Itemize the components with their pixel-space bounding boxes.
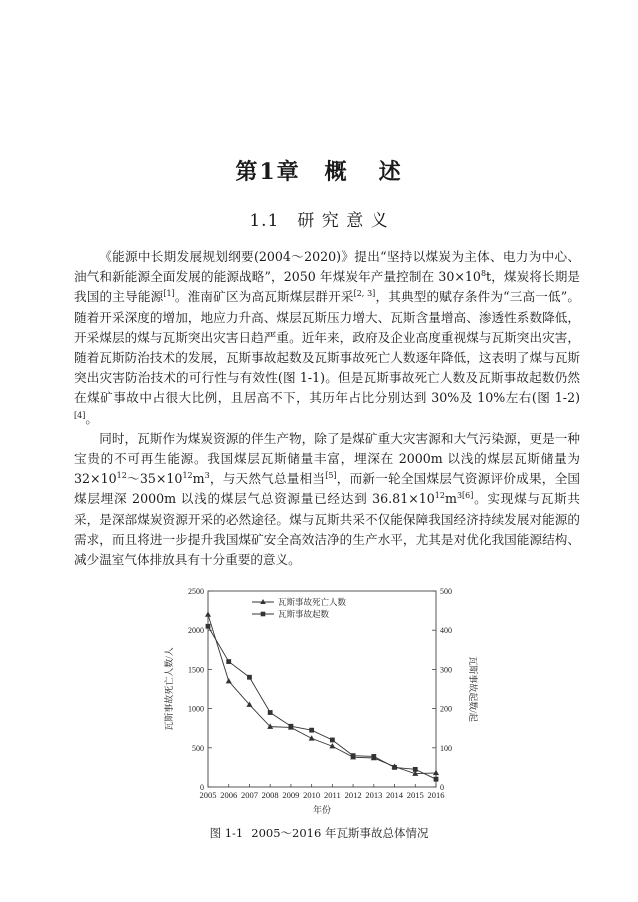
superscript: 12 xyxy=(434,491,445,501)
chapter-title xyxy=(0,155,638,186)
body-text xyxy=(74,247,580,570)
x-tick-label: 2014 xyxy=(386,790,404,800)
y-right-tick-label: 500 xyxy=(440,587,452,596)
x-tick-label: 2013 xyxy=(365,790,383,800)
y-left-tick-label: 0 xyxy=(200,783,204,792)
section-title xyxy=(0,206,638,231)
text-run: ，与天然气总量相当 xyxy=(209,471,326,487)
data-point-accidents xyxy=(392,765,397,770)
figure-1-1-chart xyxy=(150,582,480,822)
data-point-accidents xyxy=(226,659,231,664)
x-tick-label: 2008 xyxy=(261,790,279,800)
data-point-accidents xyxy=(206,624,211,629)
x-tick-label: 2006 xyxy=(220,790,238,800)
superscript: 12 xyxy=(116,471,127,481)
figure-number: 图 1-1 xyxy=(209,826,244,840)
data-point-accidents xyxy=(434,777,439,782)
legend-label: 瓦斯事故起数 xyxy=(278,609,330,619)
superscript: 3[6] xyxy=(456,491,474,501)
x-tick-label: 2015 xyxy=(406,790,424,800)
figure-caption-text: 2005～2016 年瓦斯事故总体情况 xyxy=(251,826,429,840)
section-number: 1.1 xyxy=(249,211,280,231)
y-right-tick-label: 400 xyxy=(440,626,452,636)
paragraph xyxy=(74,247,580,429)
superscript: 12 xyxy=(182,471,193,481)
x-tick-label: 2007 xyxy=(240,790,258,800)
data-point-accidents xyxy=(247,675,252,680)
text-run: 《能源中长期发展规划纲要(2004～2020)》提出“坚持以煤炭为主体、电力为中心、油气和新能源全面发展的能源战略”，2050 年煤炭年产量控制在 30×10 xyxy=(74,249,580,285)
text-run: ，其典型的赋存条件为“三高一低”。随着开采深度的增加，地应力升高、煤层瓦斯压力增大、瓦斯含量增高、渗透性系数降低，开采煤层的煤与瓦斯突出灾害日趋严重。近年来，政府及企业高度重视煤与瓦斯突出灾害，随着瓦斯防治技术的发展，瓦斯事故起数及瓦斯事故死亡人数逐年降低，这表明了煤与瓦斯突出灾害防治技术的可行性与有效性(图 1-1)。但是瓦斯事故死亡人数及瓦斯事故起数仍然在煤矿事故中占很大比例，且居高不下，其历年占比分别达到 30%及 10%左右(图 1-2) xyxy=(74,289,580,406)
data-point-accidents xyxy=(351,753,356,758)
text-run: t，煤炭将长期是我国的主导能源 xyxy=(74,269,580,305)
figure-caption xyxy=(0,825,638,841)
x-tick-label: 2010 xyxy=(303,790,321,800)
superscript: 8 xyxy=(480,269,487,279)
text-run: 。实现煤与瓦斯共采，是深部煤炭资源开采的必然途径。煤与瓦斯共采不仅能保障我国经济持续发展对能源的需求，而且将进一步提升我国煤矿安全高效洁净的生产水平，尤其是对优化我国能源结构、减少温室气体排放具有十分重要的意义。 xyxy=(74,491,581,568)
section-heading: 研 究 意 义 xyxy=(297,211,389,231)
superscript: [1] xyxy=(163,289,175,299)
y-right-tick-label: 100 xyxy=(440,743,452,753)
data-point-accidents xyxy=(371,754,376,759)
series-line-accidents xyxy=(208,626,436,779)
data-point-accidents xyxy=(330,738,335,743)
y-left-tick-label: 2000 xyxy=(188,626,204,636)
data-point-accidents xyxy=(309,728,314,733)
superscript: 3 xyxy=(204,471,210,481)
y-left-tick-label: 1500 xyxy=(188,665,204,675)
data-point-deaths xyxy=(226,678,232,683)
text-run: 。淮南矿区为高瓦斯煤层群开采 xyxy=(174,289,354,305)
y-left-tick-label: 1000 xyxy=(188,704,204,714)
x-tick-label: 2009 xyxy=(282,790,300,800)
data-point-deaths xyxy=(309,735,315,740)
x-tick-label: 2011 xyxy=(324,790,341,800)
x-tick-label: 2012 xyxy=(344,790,362,800)
legend-marker-square xyxy=(261,612,266,617)
text-run: ，而新一轮全国煤层气资源评价成果，全国煤层埋深 2000m 以浅的煤层气总资源量已经达到 36.81×10 xyxy=(74,471,581,507)
text-run: ～35×10 xyxy=(126,471,183,487)
data-point-accidents xyxy=(413,767,418,772)
legend-marker-triangle xyxy=(260,599,266,604)
y-left-tick-label: 500 xyxy=(192,743,204,753)
y-right-tick-label: 0 xyxy=(440,783,444,792)
data-point-accidents xyxy=(268,710,273,715)
data-point-deaths xyxy=(433,770,439,775)
paragraph xyxy=(74,429,580,570)
x-tick-label: 2005 xyxy=(199,790,217,800)
text-run: 同时，瓦斯作为煤炭资源的伴生产物，除了是煤矿重大灾害源和大气污染源，更是一种宝贵的不可再生能源。我国煤层瓦斯储量丰富，埋深在 2000m 以浅的煤层瓦斯储量为 32×10 xyxy=(74,430,580,487)
chapter-label: 第1章 xyxy=(235,159,301,185)
chapter-word-2: 述 xyxy=(378,159,403,185)
x-tick-label: 2016 xyxy=(427,790,445,800)
line-chart xyxy=(150,582,480,822)
plot-frame xyxy=(208,591,436,787)
y-left-tick-label: 2500 xyxy=(188,587,204,596)
superscript: [4] xyxy=(74,410,86,420)
x-axis-label: 年份 xyxy=(312,805,332,815)
text-run: m xyxy=(192,471,205,487)
chapter-word-1: 概 xyxy=(324,159,349,185)
y-right-axis-label: 瓦斯事故起数/起 xyxy=(468,656,478,722)
y-right-tick-label: 200 xyxy=(440,704,452,714)
superscript: [2, 3] xyxy=(353,289,376,299)
series-line-deaths xyxy=(208,615,436,774)
legend-label: 瓦斯事故死亡人数 xyxy=(278,597,347,607)
text-run: m xyxy=(444,491,457,507)
superscript: [5] xyxy=(325,471,337,481)
y-right-tick-label: 300 xyxy=(440,665,452,675)
y-left-axis-label: 瓦斯事故死亡人数/人 xyxy=(164,647,174,731)
data-point-deaths xyxy=(205,611,211,616)
data-point-accidents xyxy=(289,724,294,729)
text-run: 。 xyxy=(85,410,98,426)
